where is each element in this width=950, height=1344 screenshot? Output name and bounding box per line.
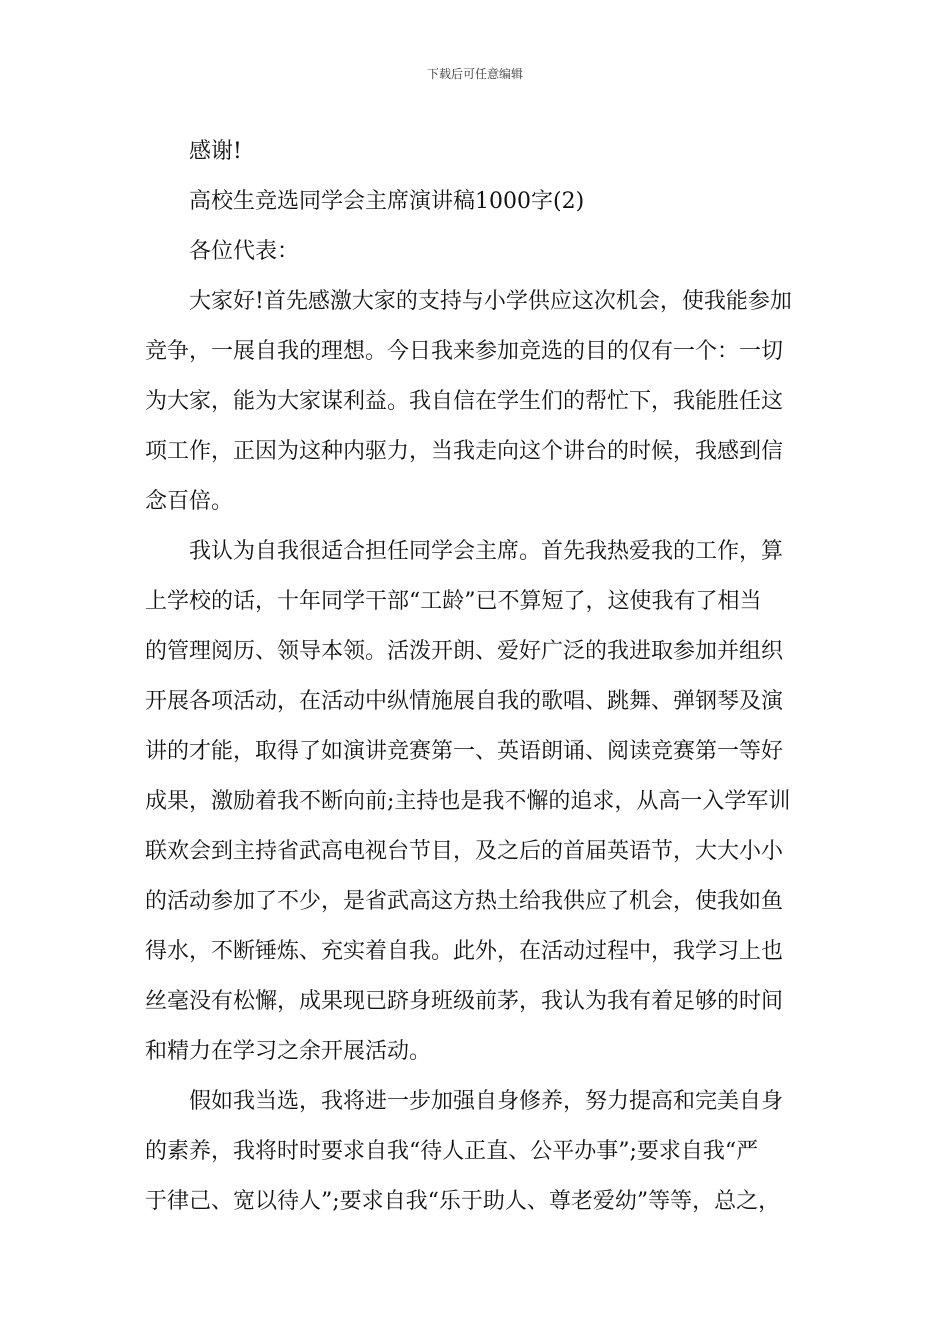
text-line: 各位代表： — [189, 239, 300, 264]
text-line: 念百倍。 — [145, 489, 234, 514]
text-line: 感谢! — [189, 139, 242, 164]
text-line: 的素养，我将时时要求自我“待人正直、公平办事”;要求自我“严 — [145, 1139, 759, 1164]
text-line: 得水，不断锤炼、充实着自我。此外，在活动过程中，我学习上也 — [145, 939, 784, 964]
text-line: 开展各项活动，在活动中纵情施展自我的歌唱、跳舞、弹钢琴及演 — [145, 689, 784, 714]
text-line: 的管理阅历、领导本领。活泼开朗、爱好广泛的我进取参加并组织 — [145, 639, 784, 664]
text-line: 高校生竞选同学会主席演讲稿1000字(2) — [189, 189, 585, 214]
text-line: 我认为自我很适合担任同学会主席。首先我热爱我的工作，算 — [189, 539, 784, 564]
text-line: 和精力在学习之余开展活动。 — [145, 1039, 432, 1064]
text-line: 丝毫没有松懈，成果现已跻身班级前茅，我认为我有着足够的时间 — [145, 989, 784, 1014]
text-line: 假如我当选，我将进一步加强自身修养，努力提高和完美自身 — [189, 1089, 784, 1114]
page-header-note: 下载后可任意编辑 — [426, 67, 523, 81]
text-line: 上学校的话，十年同学干部“工龄”已不算短了，这使我有了相当 — [145, 589, 762, 614]
text-line: 为大家，能为大家谋利益。我自信在学生们的帮忙下，我能胜任这 — [145, 389, 784, 414]
text-line: 成果，激励着我不断向前;主持也是我不懈的追求，从高一入学军训 — [145, 789, 791, 814]
text-line: 讲的才能，取得了如演讲竞赛第一、英语朗诵、阅读竞赛第一等好 — [145, 739, 784, 764]
text-line: 大家好!首先感激大家的支持与小学供应这次机会，使我能参加 — [189, 289, 792, 314]
text-line: 联欢会到主持省武高电视台节目，及之后的首届英语节，大大小小 — [145, 839, 784, 864]
text-line: 的活动参加了不少，是省武高这方热土给我供应了机会，使我如鱼 — [145, 889, 784, 914]
text-line: 竞争，一展自我的理想。今日我来参加竞选的目的仅有一个：一切 — [145, 339, 784, 364]
text-line: 项工作，正因为这种内驱力，当我走向这个讲台的时候，我感到信 — [145, 439, 784, 464]
text-line: 于律己、宽以待人”;要求自我“乐于助人、尊老爱幼”等等，总之， — [145, 1189, 781, 1214]
